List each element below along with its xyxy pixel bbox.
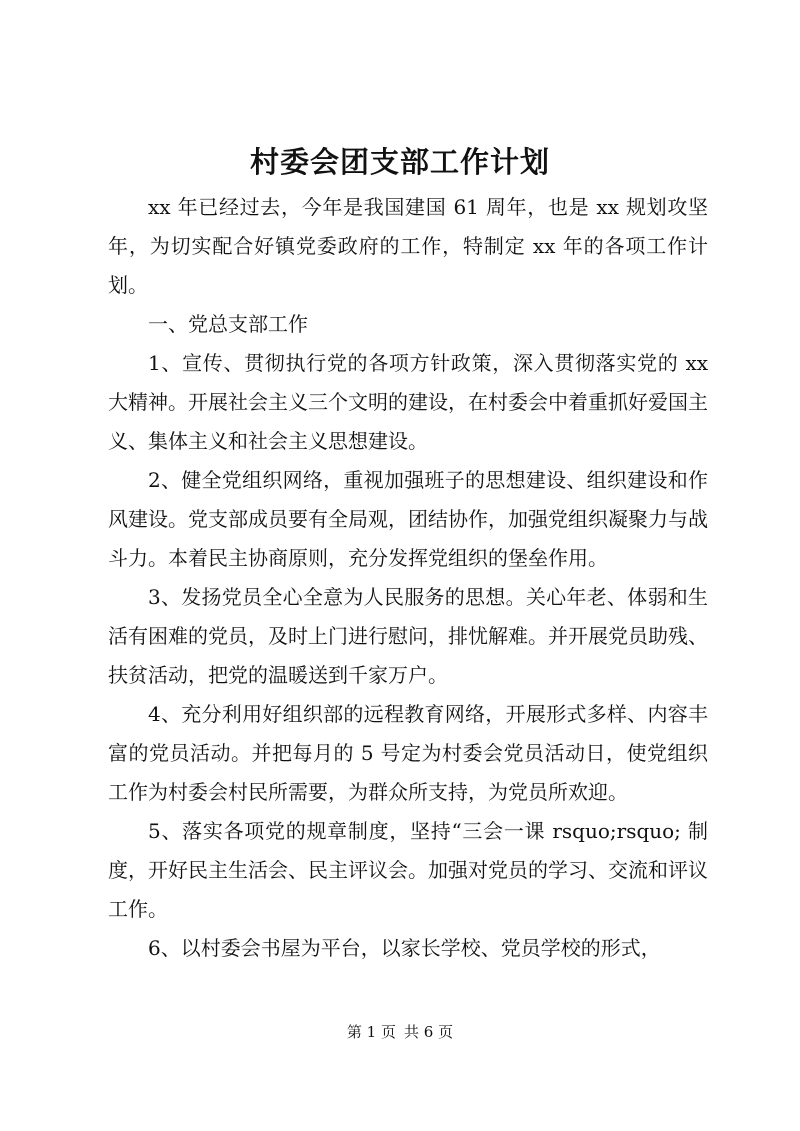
list-item: 3、发扬党员全心全意为人民服务的思想。关心年老、体弱和生活有困难的党员，及时上门进行慰问，排忧解难。并开展党员助残、扶贫活动，把党的温暖送到千家万户。 (108, 585, 708, 687)
document-body (108, 188, 708, 968)
list-item: 5、落实各项党的规章制度，坚持“三会一课 rsquo;rsquo; 制度，开好民主生活会、民主评议会。加强对党员的学习、交流和评议工作。 (108, 819, 708, 921)
page-total: 共 6 页 (404, 1023, 454, 1041)
document-title: 村委会团支部工作计划 (249, 145, 550, 179)
list-item: 6、以村委会书屋为平台，以家长学校、党员学校的形式， (148, 936, 661, 960)
intro-paragraph: xx 年已经过去，今年是我国建国 61 周年，也是 xx 规划攻坚年，为切实配合好镇党委政府的工作，特制定 xx 年的各项工作计划。 (108, 195, 708, 297)
page-footer (0, 1020, 800, 1044)
list-item: 2、健全党组织网络，重视加强班子的思想建设、组织建设和作风建设。党支部成员要有全局观，团结协作，加强党组织凝聚力与战斗力。本着民主协商原则，充分发挥党组织的堡垒作用。 (108, 468, 708, 570)
list-item: 4、充分利用好组织部的远程教育网络，开展形式多样、内容丰富的党员活动。并把每月的 5 号定为村委会党员活动日，使党组织工作为村委会村民所需要，为群众所支持，为党员所欢迎。 (108, 702, 708, 804)
page-number: 第 1 页 (346, 1023, 396, 1041)
list-item: 1、宣传、贯彻执行党的各项方针政策，深入贯彻落实党的 xx 大精神。开展社会主义三个文明的建设，在村委会中着重抓好爱国主义、集体主义和社会主义思想建设。 (108, 351, 708, 453)
section-heading: 一、党总支部工作 (148, 312, 308, 336)
